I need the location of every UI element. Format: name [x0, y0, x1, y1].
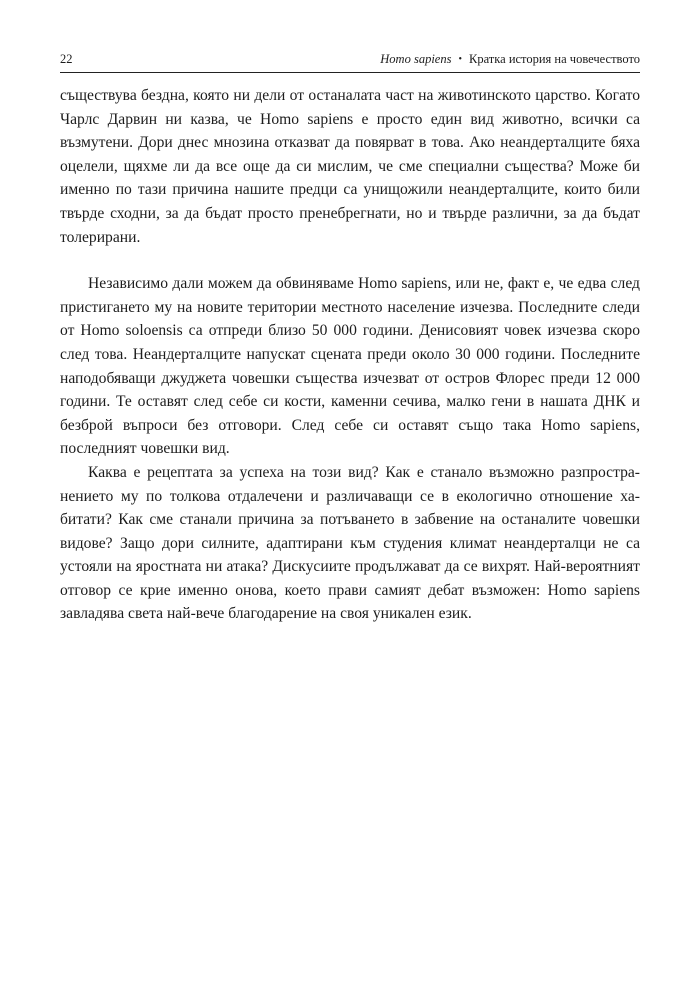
- bullet-separator: •: [458, 54, 462, 65]
- book-title: Homo sapiens: [380, 52, 452, 66]
- body-text: [60, 84, 640, 626]
- running-head: [60, 50, 640, 72]
- paragraph-extinction: Независимо дали можем да обвиняваме Homo sapiens, или не, факт е, че едва след пристигането му на новите територии местното население изчезва. Последните следи от Homo soloensis са отпреди близо 50 000 години. Денисовият човек изчезва скоро след това. Неандерталците напускат сцената преди около 30 000 години. Последните наподобяващи джуджета човешки същества изчезват от остров Флорес преди 12 000 години. Те оставят след себе си кости, каменни сечива, малко гени в нашата ДНК и безброй въпроси без отговори. След себе си оставят също така Homo sapiens, последният човешки вид.: [60, 275, 640, 458]
- paragraph-continuation: съществува бездна, която ни дели от останалата част на животинското царство. Когато Чарлс Дарвин ни казва, че Homo sapiens е просто един вид животно, всички са възмутени. Дори днес мнозина отказват да повярват в това. Ако неандерталците бяха оцелели, щяхме ли да все още да си мислим, че сме специални същества? Може би именно по тази причина нашите предци са унищожили неандерталците, които били твърде сходни, за да бъдат просто пренебрегнати, но и твърде различни, за да бъдат толерирани.: [60, 87, 640, 246]
- page-number: 22: [60, 52, 73, 66]
- chapter-title: Кратка история на човечеството: [468, 52, 640, 66]
- header-rule: [60, 72, 640, 73]
- paragraph-success-recipe: Каква е рецептата за успеха на този вид? Как е станало възможно разпространението му по толкова отдалечени и различаващи се в екологично отношение хабитати? Как сме станали причина за потъването в забвение на останалите човешки видове? Защо дори силните, адаптирани към студения климат неандерталци не са устояли на яростната ни атака? Дискусиите продължават да се вихрят. Най-вероятният отговор се крие именно онова, което прави самият дебат възможен: Homo sapiens завладява света най-вече благодарение на своя уникален език.: [60, 463, 640, 623]
- running-head-titles: [380, 50, 640, 69]
